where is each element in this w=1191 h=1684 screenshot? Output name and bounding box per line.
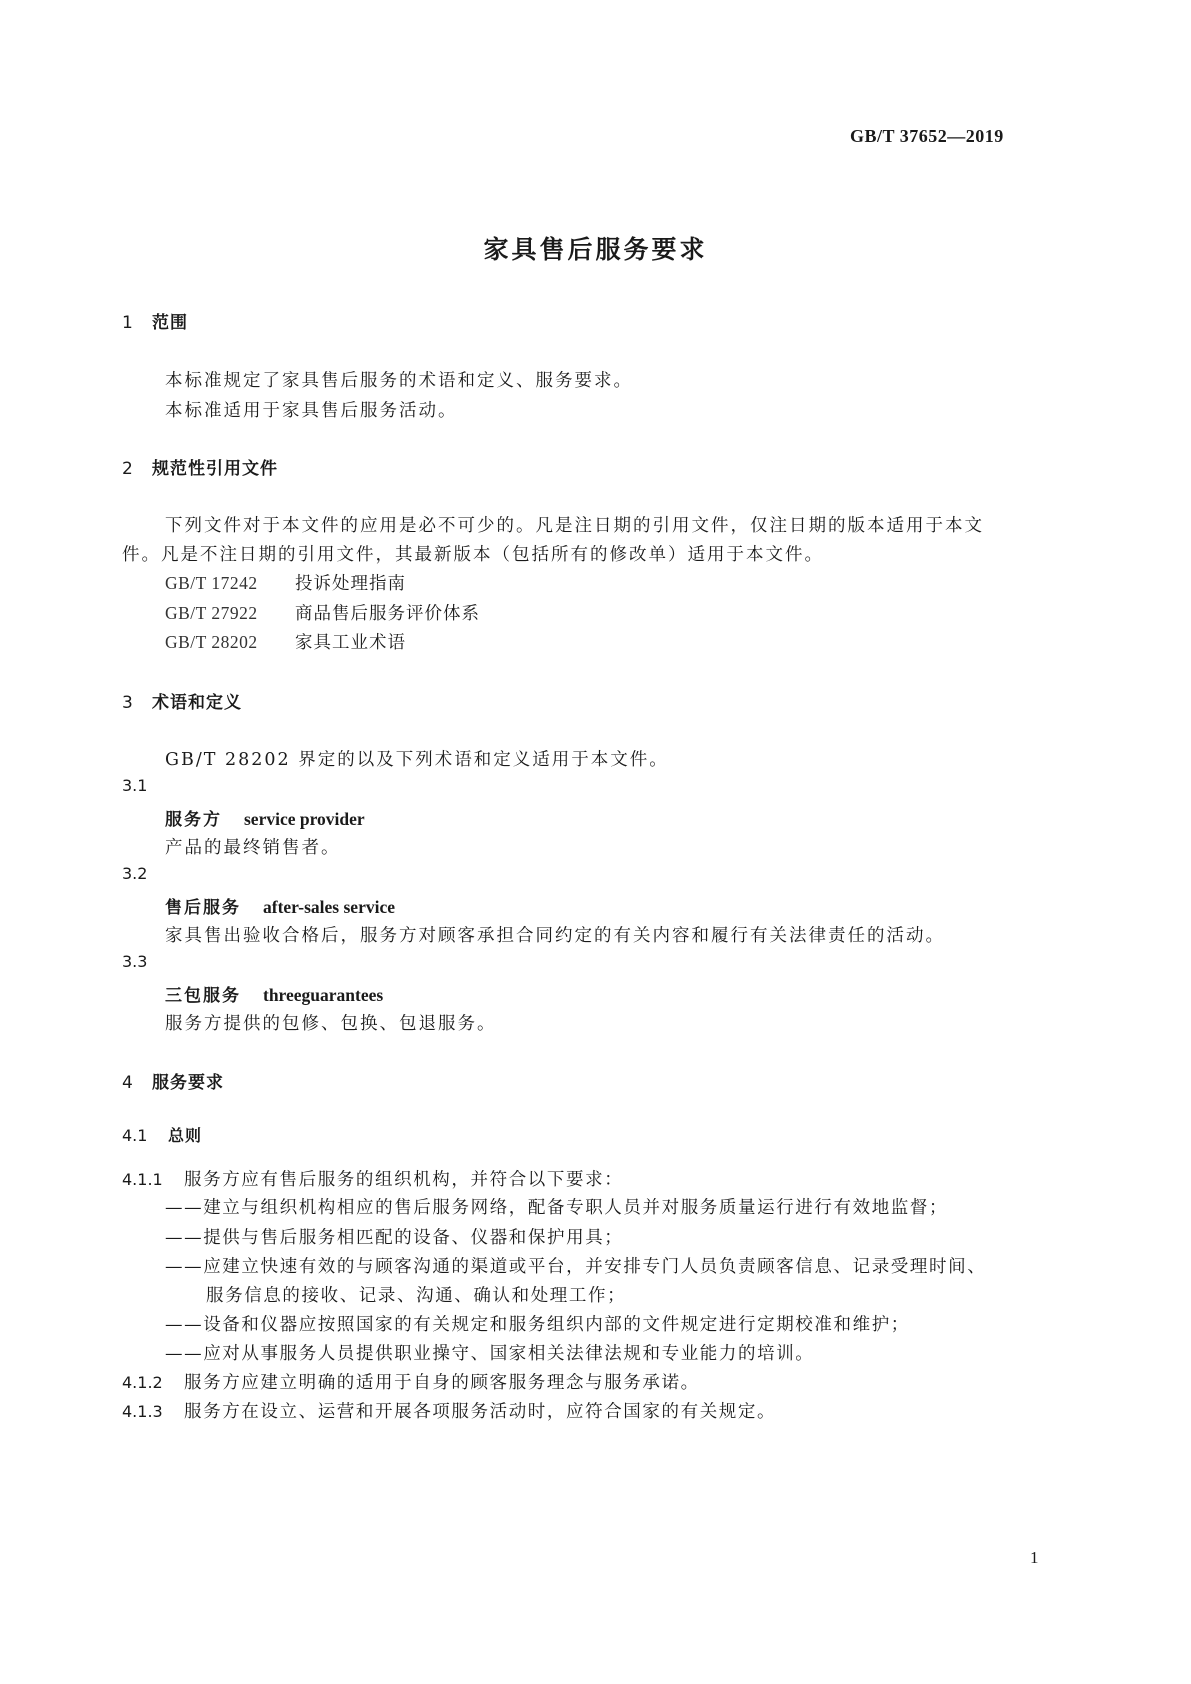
list-item: ——设备和仪器应按照国家的有关规定和服务组织内部的文件规定进行定期校准和维护； — [165, 1315, 910, 1335]
list-item: ——应对从事服务人员提供职业操守、国家相关法律法规和专业能力的培训。 — [165, 1344, 815, 1364]
clause-4-1-2 — [122, 1369, 700, 1394]
term-english: service provider — [244, 809, 365, 829]
clause-4-1-3 — [122, 1398, 776, 1423]
section-number: 3 — [122, 693, 134, 713]
section-number: 2 — [122, 459, 134, 479]
list-item-continuation: 服务信息的接收、记录、沟通、确认和处理工作； — [206, 1286, 627, 1306]
section-title: 服务要求 — [152, 1073, 224, 1093]
section-title: 术语和定义 — [152, 693, 242, 713]
clause-text: 服务方应建立明确的适用于自身的顾客服务理念与服务承诺。 — [184, 1373, 700, 1393]
term-heading — [165, 981, 383, 1006]
reference-code: GB/T 17242 — [165, 573, 258, 593]
section-4-heading — [122, 1068, 224, 1093]
section-title: 规范性引用文件 — [152, 459, 278, 479]
term-chinese: 售后服务 — [165, 898, 241, 918]
list-item: ——应建立快速有效的与顾客沟通的渠道或平台，并安排专门人员负责顾客信息、记录受理时间、 — [165, 1257, 987, 1277]
section-3-heading — [122, 688, 242, 713]
clause-4-1-1 — [122, 1166, 623, 1191]
term-number: 3.2 — [122, 864, 148, 883]
clause-number: 4.1.2 — [122, 1373, 163, 1392]
term-definition: 家具售出验收合格后，服务方对顾客承担合同约定的有关内容和履行有关法律责任的活动。 — [165, 926, 945, 946]
paragraph: 件。凡是不注日期的引用文件，其最新版本（包括所有的修改单）适用于本文件。 — [122, 545, 824, 565]
list-item: ——提供与售后服务相匹配的设备、仪器和保护用具； — [165, 1228, 624, 1248]
term-english: after-sales service — [263, 897, 395, 917]
reference-title: 商品售后服务评价体系 — [295, 604, 480, 624]
term-chinese: 服务方 — [165, 810, 222, 830]
subsection-4-1-heading — [122, 1123, 202, 1146]
section-1-heading — [122, 308, 188, 333]
page-number: 1 — [1030, 1548, 1039, 1567]
clause-number: 4.1.3 — [122, 1402, 163, 1421]
section-number: 1 — [122, 313, 134, 333]
term-definition: 产品的最终销售者。 — [165, 838, 341, 858]
reference-title: 家具工业术语 — [295, 633, 406, 653]
standard-code: GB/T 37652—2019 — [850, 126, 1004, 146]
reference-code: GB/T 27922 — [165, 603, 258, 623]
paragraph: 本标准适用于家具售后服务活动。 — [165, 401, 458, 421]
paragraph: GB/T 28202 界定的以及下列术语和定义适用于本文件。 — [165, 750, 669, 770]
clause-number: 4.1.1 — [122, 1170, 163, 1189]
subsection-number: 4.1 — [122, 1126, 148, 1145]
term-english: threeguarantees — [263, 985, 384, 1005]
term-heading — [165, 893, 395, 918]
section-2-heading — [122, 454, 278, 479]
section-number: 4 — [122, 1073, 134, 1093]
clause-text: 服务方在设立、运营和开展各项服务活动时，应符合国家的有关规定。 — [184, 1402, 777, 1422]
reference-title: 投诉处理指南 — [295, 574, 406, 594]
reference-item — [165, 629, 406, 654]
paragraph: 本标准规定了家具售后服务的术语和定义、服务要求。 — [165, 371, 633, 391]
paragraph: 下列文件对于本文件的应用是必不可少的。凡是注日期的引用文件，仅注日期的版本适用于本文 — [165, 516, 984, 536]
term-number: 3.1 — [122, 776, 148, 795]
term-number: 3.3 — [122, 952, 148, 971]
list-item: ——建立与组织机构相应的售后服务网络，配备专职人员并对服务质量运行进行有效地监督； — [165, 1198, 949, 1218]
term-definition: 服务方提供的包修、包换、包退服务。 — [165, 1014, 497, 1034]
term-chinese: 三包服务 — [165, 986, 241, 1006]
subsection-title: 总则 — [168, 1126, 203, 1145]
document-title: 家具售后服务要求 — [483, 235, 708, 264]
clause-text: 服务方应有售后服务的组织机构，并符合以下要求： — [184, 1170, 624, 1190]
reference-item — [165, 570, 406, 595]
term-heading — [165, 805, 365, 830]
section-title: 范围 — [152, 313, 188, 333]
reference-code: GB/T 28202 — [165, 632, 258, 652]
reference-item — [165, 600, 480, 625]
